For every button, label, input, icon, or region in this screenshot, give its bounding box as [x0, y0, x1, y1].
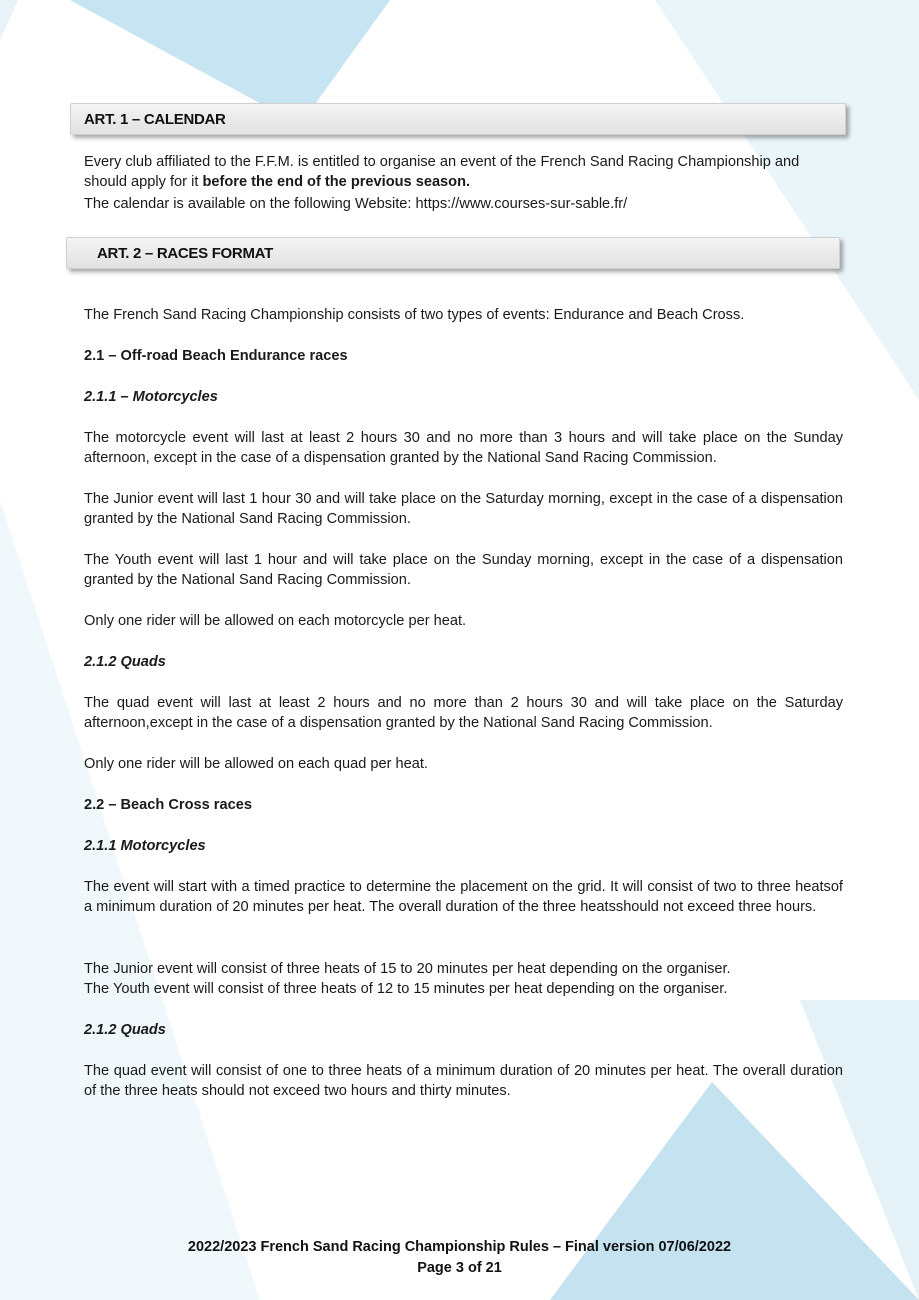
footer-title: 2022/2023 French Sand Racing Championship Rules – Final version 07/06/2022	[187, 1239, 732, 1255]
art1-text: Every club affiliated to the F.F.M. is entitled to organise an event of the French Sand Racing Championship and should apply for it	[84, 154, 800, 190]
beach-cross-quads-heading: 2.1.2 Quads	[84, 1022, 166, 1038]
beach-cross-motorcycles-heading: 2.1.1 Motorcycles	[84, 838, 206, 854]
art1-calendar-link-text: The calendar is available on the following Website: https://www.courses-sur-sable.fr/	[84, 196, 628, 212]
s212-paragraph-1: The quad event will last at least 2 hours and no more than 2 hours 30 and will take place on the Saturday afternoon,except in the case of a dispensation granted by the National Sand Racing Commission.	[84, 695, 843, 731]
section-2-1-heading: 2.1 – Off-road Beach Endurance races	[84, 348, 348, 364]
art1-paragraph	[84, 152, 843, 192]
s212-paragraph-2: Only one rider will be allowed on each quad per heat.	[84, 756, 428, 772]
page-number: Page 3 of 21	[417, 1260, 502, 1276]
beach-cross-motorcycles-paragraph-2: The Junior event will consist of three heats of 15 to 20 minutes per heat depending on the organiser.	[84, 961, 731, 977]
art2-title: ART. 2 – RACES FORMAT	[97, 245, 273, 262]
art1-heading-box	[70, 103, 846, 135]
s211-paragraph-2: The Junior event will last 1 hour 30 and will take place on the Saturday morning, except in the case of a dispensation granted by the National Sand Racing Commission.	[84, 491, 843, 527]
art1-title: ART. 1 – CALENDAR	[84, 111, 226, 128]
beach-cross-quads-paragraph: The quad event will consist of one to three heats of a minimum duration of 20 minutes per heat. The overall duration of the three heats should not exceed two hours and thirty minutes.	[84, 1063, 843, 1099]
art2-heading-box	[66, 237, 840, 269]
s211-paragraph-1: The motorcycle event will last at least 2 hours 30 and no more than 3 hours and will take place on the Sunday afternoon, except in the case of a dispensation granted by the National Sand Racing Commission.	[84, 430, 843, 466]
s211-paragraph-4: Only one rider will be allowed on each motorcycle per heat.	[84, 613, 467, 629]
section-2-1-1-heading: 2.1.1 – Motorcycles	[84, 389, 218, 405]
beach-cross-motorcycles-paragraph-1: The event will start with a timed practice to determine the placement on the grid. It will consist of two to three heatsof a minimum duration of 20 minutes per heat. The overall duration of the three heatsshould not exceed three hours.	[84, 879, 843, 915]
art2-intro: The French Sand Racing Championship consists of two types of events: Endurance and Beach Cross.	[84, 307, 745, 323]
section-2-1-2-heading: 2.1.2 Quads	[84, 654, 166, 670]
beach-cross-motorcycles-paragraph-3: The Youth event will consist of three heats of 12 to 15 minutes per heat depending on the organiser.	[84, 981, 728, 997]
art1-bold-text: before the end of the previous season.	[202, 174, 471, 190]
section-2-2-heading: 2.2 – Beach Cross races	[84, 797, 252, 813]
s211-paragraph-3: The Youth event will last 1 hour and will take place on the Sunday morning, except in the case of a dispensation granted by the National Sand Racing Commission.	[84, 552, 843, 588]
